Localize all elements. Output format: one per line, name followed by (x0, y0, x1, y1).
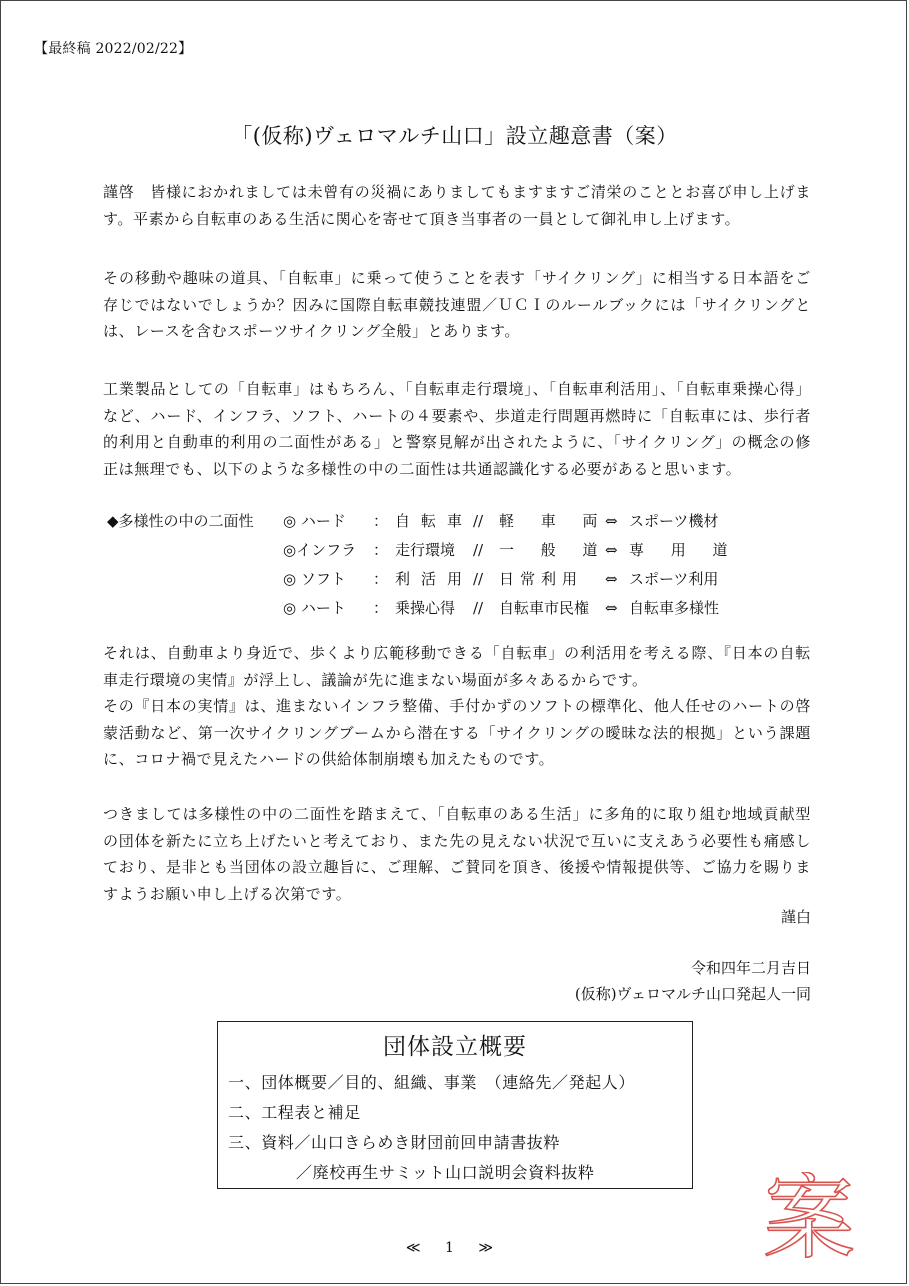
duality-colon: ： (373, 570, 389, 588)
duality-item-a: 走行環境 (395, 541, 456, 559)
outline-item: ／廃校再生サミット山口説明会資料抜粋 (296, 1163, 595, 1182)
paragraph-background: それは、自動車より身近で、歩くより広範移動できる「自転車」の利活用を考える際、『日本の自転車走行環境の実情』が浮上し、議論が先に進まない場面が多々あるからです。 その『日本の実情』は、進まないインフラ整備、手付かずのソフトの標準化、他人任せのハートの啓蒙活動など、第一次サイクリングブームから潜在する「サイクリングの曖昧な法的根拠」という課題に、コロナ禍で見えたハードの供給体制崩壊も加えたものです。 (103, 644, 811, 768)
outline-item: 三、資料／山口きらめき財団前回申請書抜粋 (228, 1133, 561, 1152)
duality-item-b: 軽 車 両 (499, 512, 598, 530)
duality-separator: // (473, 512, 484, 530)
duality-item-b: 自転車市民権 (499, 599, 590, 617)
duality-arrow: ⇔ (605, 512, 618, 530)
duality-colon: ： (373, 541, 389, 559)
duality-category: ◎ ソフト (283, 570, 346, 588)
duality-item-b: 日常利用 (499, 570, 584, 588)
duality-category: ◎ ハート (283, 599, 346, 617)
paragraph-greeting: 謹啓 皆様におかれましては未曾有の災禍にありましてもますますご清栄のこととお喜び申し上げます。平素から自転車のある生活に関心を寄せて頂き当事者の一員として御礼申し上げます。 (103, 183, 811, 228)
paragraph-request: つきましては多様性の中の二面性を踏まえて、「自転車のある生活」に多角的に取り組む地域貢献型の団体を新たに立ち上げたいと考えており、また先の見えない状況で互いに支えあう必要性も痛感しており、是非とも当団体の設立趣旨に、ご理解、ご賛同を頂き、後援や情報提供等、ご協力を賜りますようお願い申し上げる次第です。 (103, 805, 811, 903)
duality-item-c: 自転車多様性 (629, 599, 720, 617)
duality-colon: ： (373, 512, 389, 530)
draft-seal-stamp (752, 1172, 866, 1262)
duality-separator: // (473, 570, 484, 588)
outline-item: 一、団体概要／目的、組織、事業 （連絡先／発起人） (228, 1073, 636, 1092)
duality-item-c: スポーツ利用 (629, 570, 719, 588)
prev-page-icon[interactable]: ≪ (405, 1240, 431, 1256)
duality-separator: // (473, 541, 484, 559)
duality-item-c: 専 用 道 (629, 541, 728, 559)
duality-colon: ： (373, 599, 389, 617)
document-title: 「(仮称)ヴェロマルチ山口」設立趣意書（案） (231, 124, 678, 148)
duality-arrow: ⇔ (605, 541, 618, 559)
paragraph-cycling-term: その移動や趣味の道具、「自転車」に乗って使うことを表す「サイクリング」に相当する日本語をご存じではないでしょうか？因みに国際自転車競技連盟／ＵＣＩのルールブックには「サイクリングとは、レースを含むスポーツサイクリング全般」とあります。 (103, 269, 811, 340)
page-number: 1 (445, 1240, 464, 1256)
seal-character: 案 (762, 1172, 856, 1262)
signatory-line: (仮称)ヴェロマルチ山口発起人一同 (574, 985, 811, 1003)
next-page-icon[interactable]: ≫ (478, 1240, 504, 1256)
paragraph-duality: 工業製品としての「自転車」はもちろん、「自転車走行環境」、「自転車利活用」、「自転車乗操心得」など、ハード、インフラ、ソフト、ハートの４要素や、歩道走行問題再燃時に「自転車には、歩行者的利用と自動車的利用の二面性がある」と警察見解が出されたように、「サイクリング」の概念の修正は無理でも、以下のような多様性の中の二面性は共通認識化する必要があると思います。 (103, 380, 811, 478)
duality-arrow: ⇔ (605, 599, 618, 617)
duality-category: ◎インフラ (283, 541, 357, 559)
duality-item-c: スポーツ機材 (629, 512, 719, 530)
date-line: 令和四年二月吉日 (690, 959, 811, 977)
duality-category: ◎ ハード (283, 512, 346, 530)
duality-item-a: 乗操心得 (395, 599, 456, 617)
duality-item-a: 利活用 (395, 570, 474, 588)
draft-tag: 【最終稿 2022/02/22】 (34, 41, 193, 57)
duality-item-a: 自転車 (395, 512, 474, 530)
outline-item: 二、工程表と補足 (228, 1103, 361, 1122)
duality-arrow: ⇔ (605, 570, 618, 588)
duality-item-b: 一 般 道 (499, 541, 598, 559)
duality-label: ◆多様性の中の二面性 (107, 512, 254, 530)
signature-block (575, 955, 811, 1007)
outline-box (217, 1021, 693, 1189)
duality-separator: // (473, 599, 484, 617)
closing-salutation: 謹白 (780, 908, 811, 926)
outline-title: 団体設立概要 (383, 1034, 527, 1060)
